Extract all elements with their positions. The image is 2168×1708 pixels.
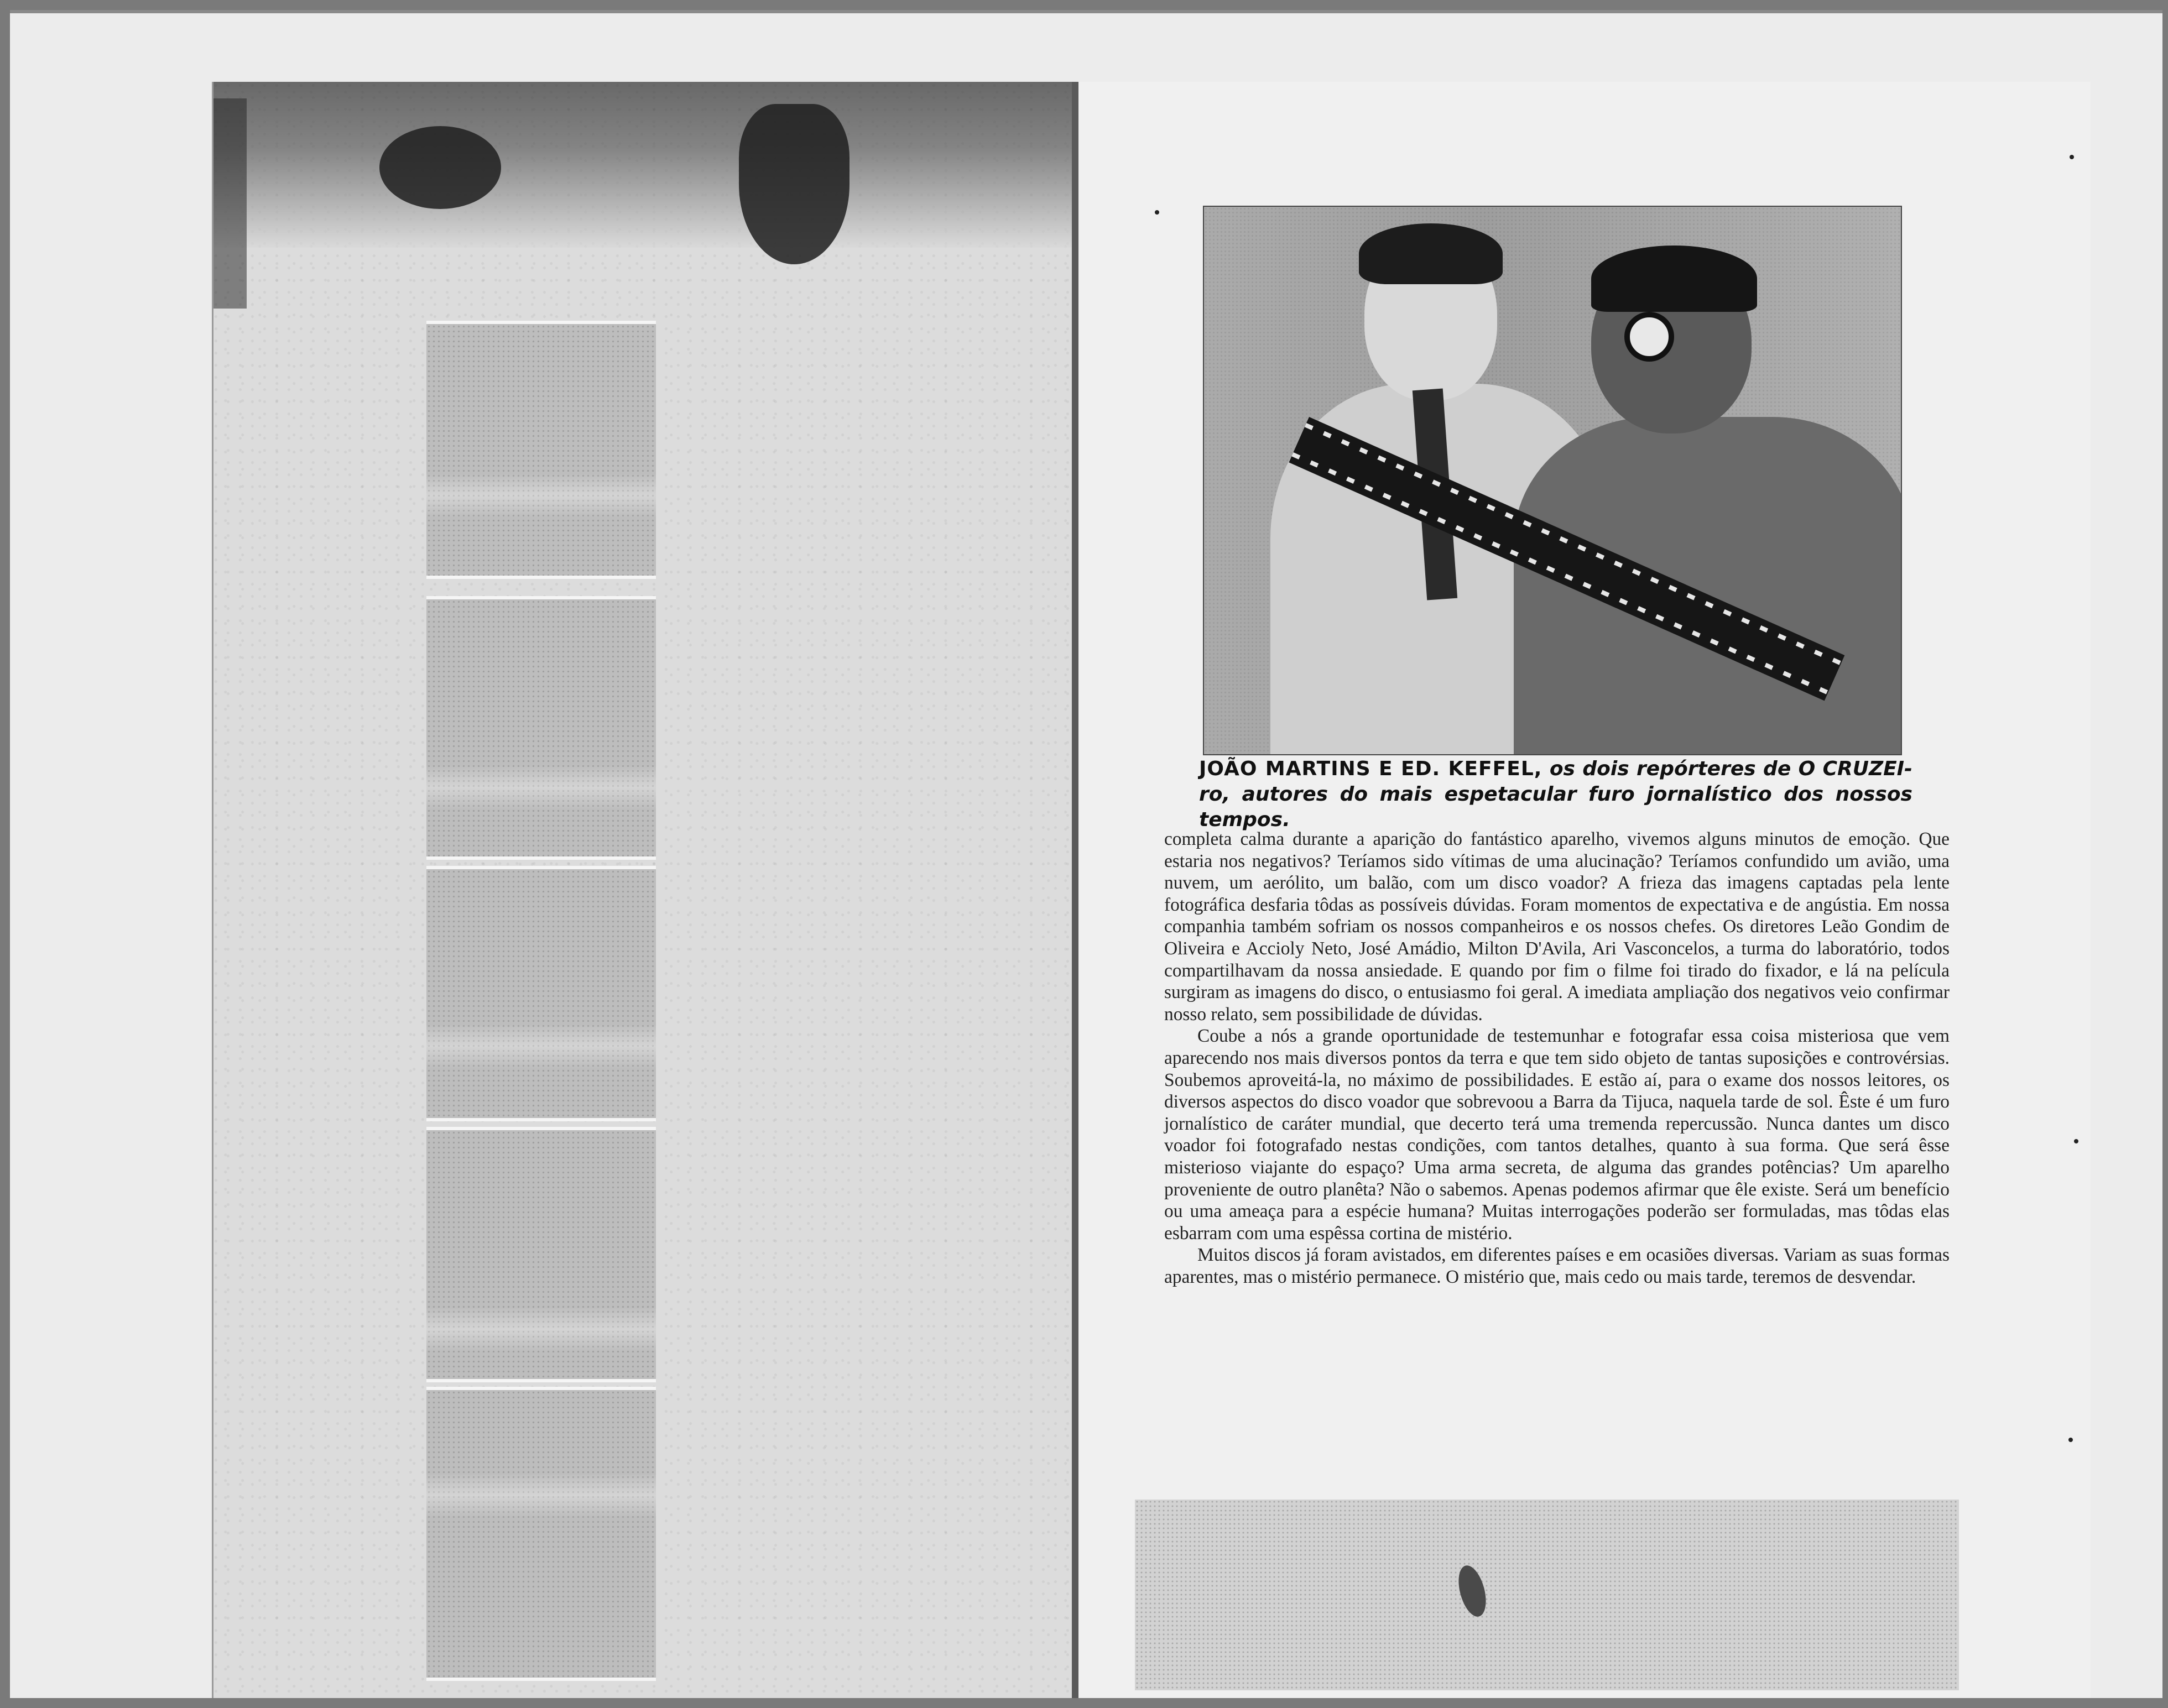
man-right-hair [1591,246,1757,312]
ink-blot [379,126,501,209]
photo-caption [1199,756,1912,833]
film-frame [426,596,656,860]
magnifier-icon [1624,312,1674,362]
man-left-hair [1359,223,1503,284]
film-frame [426,321,656,579]
speck [2070,155,2074,159]
ink-blot [739,104,850,264]
film-frame [426,1387,656,1681]
article-body [1164,828,1950,1288]
film-frame [426,1127,656,1382]
ink-blot [213,98,247,309]
caption-text: os dois repórteres de O CRUZEI-ro, autores do mais espetacular furo jornalístico dos nossos tempos. [1199,758,1913,831]
article-paragraph: Coube a nós a grande oportunidade de testemunhar e fotografar essa coisa misteriosa que vem aparecendo nos mais diversos pontos da terra e que tem sido objeto de tantas suposições e controvérsias. Soubemos aproveitá-la, no máximo de possibilidades. E estão aí, para o exame dos nossos leitores, os diversos aspectos do disco voador que sobrevoou a Barra da Tijuca, naquela tarde de sol. Êste é um furo jornalístico de caráter mundial, que decerto terá uma tremenda repercussão. Nunca dantes um disco voador foi fotografado nestas condições, com tantos detalhes, quanto à sua forma. Que será êsse misterioso viajante do espaço? Uma arma secreta, de alguma das grandes potências? Um aparelho proveniente de outro planêta? Não o sabemos. Apenas podemos afirmar que êle existe. Será um benefício ou uma ameaça para a espécie humana? Muitas interrogações poderão ser formuladas, mas tôdas elas esbarram com uma espêssa cortina de mistério. [1164,1026,1950,1244]
scan-top-edge [0,0,2168,13]
left-page-top-shadow [213,82,1073,248]
speck [2068,1438,2073,1442]
left-page [212,82,1073,1702]
film-frame [426,866,656,1121]
article-paragraph: Muitos discos já foram avistados, em diferentes países e em ocasiões diversas. Variam as suas formas aparentes, mas o mistério permanece. O mistério que, mais cedo ou mais tarde, teremos de desvendar. [1164,1245,1950,1287]
speck [1155,210,1159,215]
caption-lead: JOÃO MARTINS E ED. KEFFEL, [1199,758,1542,780]
speck [2074,1139,2078,1143]
disc-photo [1135,1500,1959,1690]
page-gutter [1072,82,1078,1702]
reporters-photo [1203,206,1902,755]
article-paragraph: completa calma durante a aparição do fantástico aparelho, vivemos alguns minutos de emoção. Que estaria nos negativos? Teríamos sido vítimas de uma alucinação? Teríamos confundido um avião, uma nuvem, um aerólito, um balão, com um disco voador? A frieza das imagens captadas pela lente fotográfica desfaria tôdas as possíveis dúvidas. Foram momentos de expectativa e de angústia. Em nossa companhia também sofriam os nossos companheiros e os nossos chefes. Os diretores Leão Gondim de Oliveira e Accioly Neto, José Amádio, Milton D'Avila, Ari Vasconcelos, a turma do laboratório, todos compartilhavam da nossa ansiedade. E quando por fim o filme foi tirado do fixador, e lá na película surgiram as imagens do disco, o entusiasmo foi geral. A imediata ampliação dos negativos veio confirmar nosso relato, sem possibilidade de dúvidas. [1164,829,1950,1025]
